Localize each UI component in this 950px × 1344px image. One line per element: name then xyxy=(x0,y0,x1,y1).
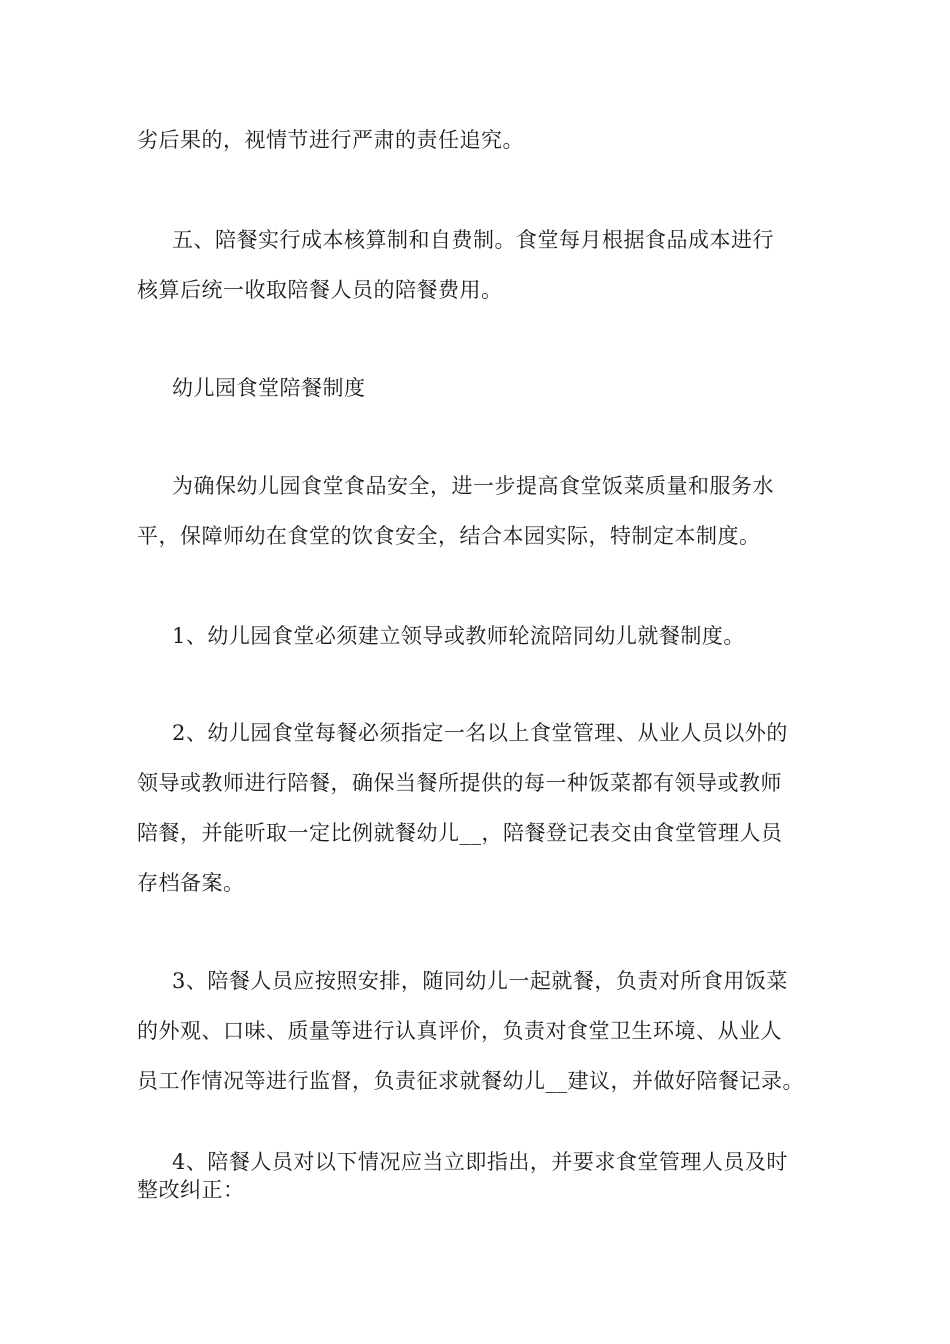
section-five-line-1: 五、陪餐实行成本核算制和自费制。食堂每月根据食品成本进行 xyxy=(172,228,774,252)
intro-line-1: 为确保幼儿园食堂食品安全，进一步提高食堂饭菜质量和服务水 xyxy=(172,474,774,498)
section-five-line-2: 核算后统一收取陪餐人员的陪餐费用。 xyxy=(137,278,503,302)
item-4-line-1: 4、陪餐人员对以下情况应当立即指出，并要求食堂管理人员及时 xyxy=(172,1150,788,1174)
item-2-line-1: 2、幼儿园食堂每餐必须指定一名以上食堂管理、从业人员以外的 xyxy=(172,721,788,745)
text-line: 劣后果的，视情节进行严肃的责任追究。 xyxy=(137,128,524,152)
item-3-line-1: 3、陪餐人员应按照安排，随同幼儿一起就餐，负责对所食用饭菜 xyxy=(172,969,788,993)
intro-line-2: 平，保障师幼在食堂的饮食安全，结合本园实际，特制定本制度。 xyxy=(137,524,761,548)
item-3-line-3: 员工作情况等进行监督，负责征求就餐幼儿__建议，并做好陪餐记录。 xyxy=(137,1069,804,1093)
document-title: 幼儿园食堂陪餐制度 xyxy=(172,376,366,400)
item-4-line-2: 整改纠正： xyxy=(137,1178,245,1202)
item-2-line-3: 陪餐，并能听取一定比例就餐幼儿__，陪餐登记表交由食堂管理人员 xyxy=(137,821,783,845)
item-3-line-2: 的外观、口味、质量等进行认真评价，负责对食堂卫生环境、从业人 xyxy=(137,1019,782,1043)
item-2-line-4: 存档备案。 xyxy=(137,871,245,895)
item-2-line-2: 领导或教师进行陪餐，确保当餐所提供的每一种饭菜都有领导或教师 xyxy=(137,771,782,795)
item-1-line-1: 1、幼儿园食堂必须建立领导或教师轮流陪同幼儿就餐制度。 xyxy=(172,624,745,648)
